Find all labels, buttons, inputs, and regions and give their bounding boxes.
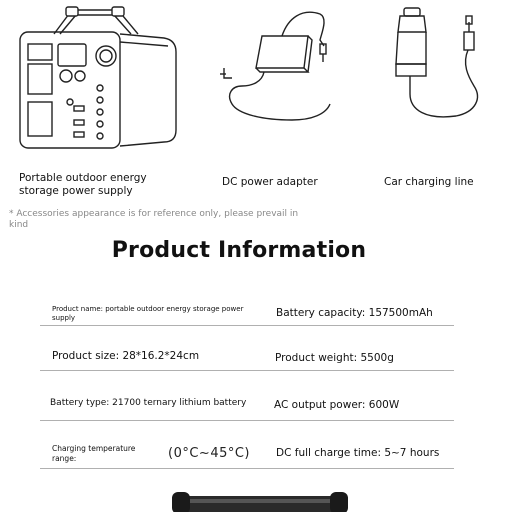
car-charger-caption: Car charging line [384, 176, 474, 188]
spec-product-weight: Product weight: 5500g [275, 352, 394, 364]
spec-battery-type: Battery type: 21700 ternary lithium battery [50, 398, 247, 408]
row-divider [40, 468, 454, 469]
dc-adapter-caption: DC power adapter [222, 176, 318, 188]
section-title: Product Information [111, 238, 367, 263]
spec-product-size: Product size: 28*16.2*24cm [52, 350, 200, 362]
spec-product-name: Product name: portable outdoor energy storage power supply [52, 305, 244, 322]
spec-battery-capacity: Battery capacity: 157500mAh [276, 307, 433, 319]
dc-adapter-illustration [212, 2, 342, 132]
spec-charging-temp-label: Charging temperature range: [52, 444, 136, 463]
power-station-illustration [14, 4, 184, 154]
power-station-caption: Portable outdoor energy storage power supply [19, 172, 147, 197]
row-divider [40, 325, 454, 326]
spec-ac-output: AC output power: 600W [274, 399, 400, 411]
accessories-note: * Accessories appearance is for reference only, please prevail in kind [9, 209, 299, 230]
car-charger-illustration [386, 2, 506, 132]
row-divider [40, 420, 454, 421]
spec-charging-temp-value: (0°C~45°C) [168, 446, 251, 461]
spec-dc-charge-time: DC full charge time: 5~7 hours [276, 447, 440, 459]
row-divider [40, 370, 454, 371]
product-handle-photo [150, 490, 370, 512]
